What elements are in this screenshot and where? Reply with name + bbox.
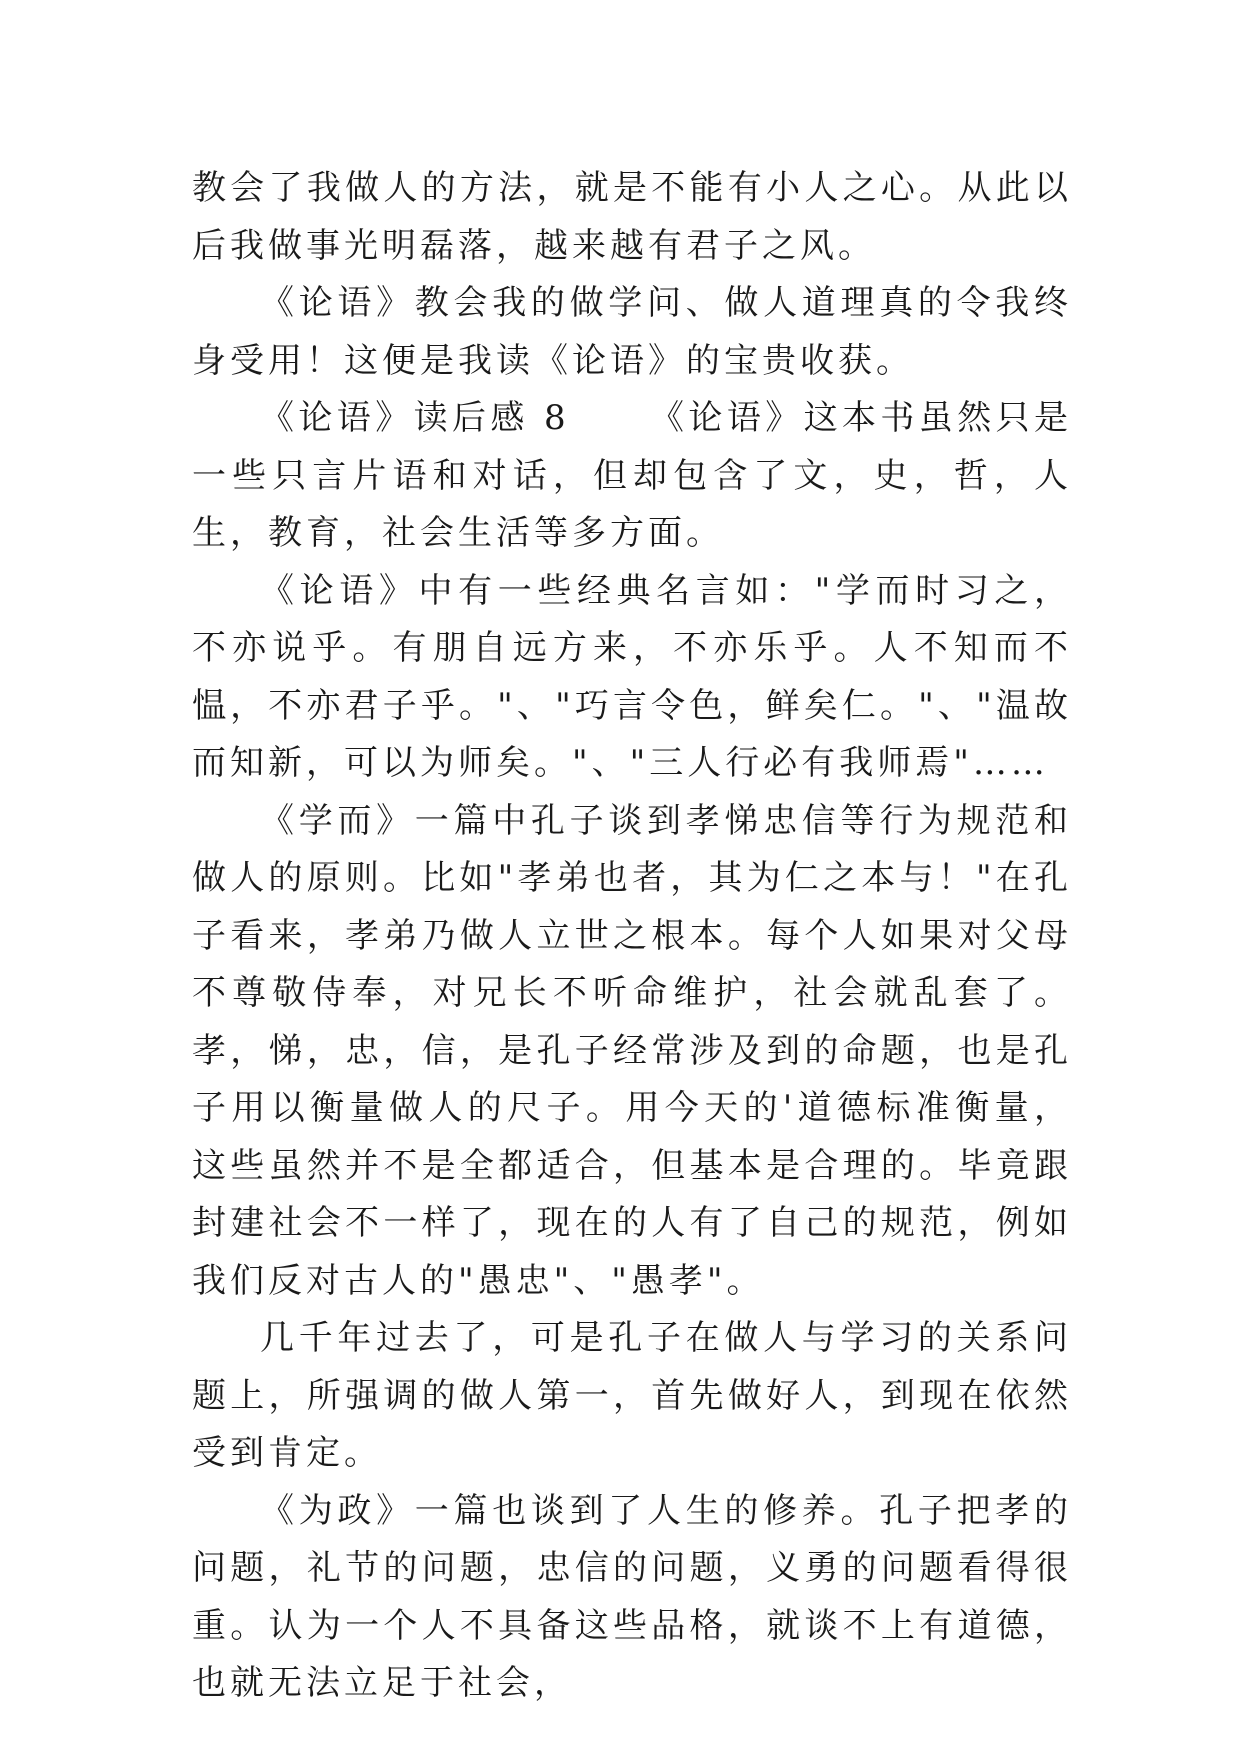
paragraph-1: 教会了我做人的方法，就是不能有小人之心。从此以后我做事光明磊落，越来越有君子之风。 (192, 168, 1072, 266)
paragraph-7: 《为政》一篇也谈到了人生的修养。孔子把孝的问题，礼节的问题，忠信的问题，义勇的问题看得很重。认为一个人不具备这些品格，就谈不上有道德，也就无法立足于社会， (192, 1490, 1072, 1703)
paragraph-4: 《论语》中有一些经典名言如："学而时习之，不亦说乎。有朋自远方来，不亦乐乎。人不知而不愠，不亦君子乎。"、"巧言令色，鲜矣仁。"、"温故而知新，可以为师矣。"、"三人行必有我师焉"…… (192, 570, 1072, 783)
section-heading: 《论语》读后感 8 (260, 398, 570, 438)
document-page (192, 160, 1072, 1713)
paragraph-2: 《论语》教会我的做学问、做人道理真的令我终身受用！这便是我读《论语》的宝贵收获。 (192, 283, 1072, 381)
paragraph-5: 《学而》一篇中孔子谈到孝悌忠信等行为规范和做人的原则。比如"孝弟也者，其为仁之本与！"在孔子看来，孝弟乃做人立世之根本。每个人如果对父母不尊敬侍奉，对兄长不听命维护，社会就乱套了。孝，悌，忠，信，是孔子经常涉及到的命题，也是孔子用以衡量做人的尺子。用今天的'道德标准衡量，这些虽然并不是全都适合，但基本是合理的。毕竟跟封建社会不一样了，现在的人有了自己的规范，例如我们反对古人的"愚忠"、"愚孝"。 (192, 800, 1072, 1301)
paragraph-3-body: 《论语》这本书虽然只是一些只言片语和对话，但却包含了文，史，哲，人生，教育，社会生活等多方面。 (192, 398, 1072, 553)
paragraph-6: 几千年过去了，可是孔子在做人与学习的关系问题上，所强调的做人第一，首先做好人，到现在依然受到肯定。 (192, 1318, 1072, 1473)
paragraph-3 (192, 390, 1072, 563)
